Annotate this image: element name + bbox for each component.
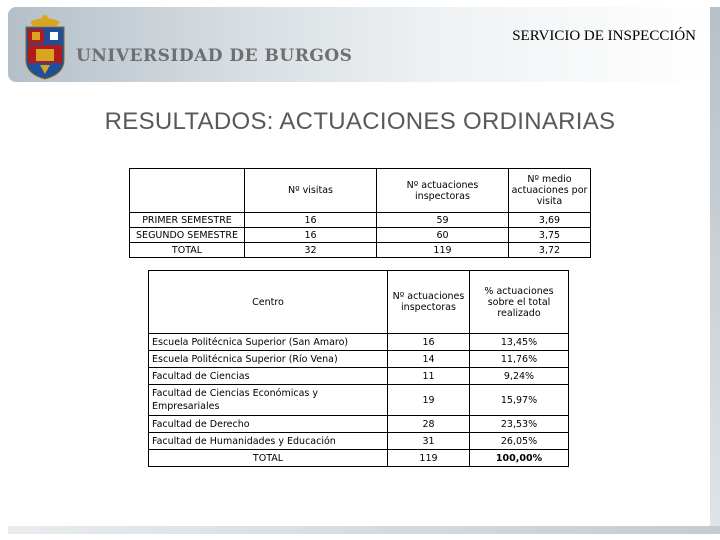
table-row [130,213,591,228]
table-row [130,243,591,258]
table1-cell: 60 [377,228,509,243]
service-name: SERVICIO DE INSPECCIÓN [512,28,696,44]
table-row [149,416,569,433]
table1-cell: 119 [377,243,509,258]
table2-cell: 14 [388,351,470,368]
table1-header-average: Nº medio actuaciones por visita [509,169,591,213]
table-row [149,368,569,385]
table1-cell: SEGUNDO SEMESTRE [130,228,245,243]
table2-cell: Facultad de Humanidades y Educación [149,433,388,450]
table1-cell: 32 [245,243,377,258]
table2-cell: 15,97% [470,385,569,416]
table-row [130,228,591,243]
table2-cell: Facultad de Ciencias [149,368,388,385]
table1-cell: 3,69 [509,213,591,228]
semester-results-table [129,168,591,258]
table1-header-visits: Nº visitas [245,169,377,213]
table2-cell: 23,53% [470,416,569,433]
table2-cell: Escuela Politécnica Superior (San Amaro) [149,334,388,351]
table2-cell: 100,00% [470,450,569,467]
table-row [149,351,569,368]
table2-cell: 31 [388,433,470,450]
table1-cell: 16 [245,228,377,243]
right-decorative-band [710,7,720,533]
table2-cell: 11 [388,368,470,385]
table2-cell: 9,24% [470,368,569,385]
table2-cell: Facultad de Derecho [149,416,388,433]
table-row [149,385,569,416]
table1-header-actions: Nº actuaciones inspectoras [377,169,509,213]
slide-title: RESULTADOS: ACTUACIONES ORDINARIAS [104,108,616,135]
table2-cell: 119 [388,450,470,467]
table2-cell: 16 [388,334,470,351]
table2-cell: Facultad de Ciencias Económicas y Empresariales [149,385,388,416]
table2-cell: 19 [388,385,470,416]
table2-cell: 26,05% [470,433,569,450]
center-results-table [148,270,569,467]
table-row [149,433,569,450]
table2-header-actions: Nº actuaciones inspectoras [388,271,470,334]
university-name: UNIVERSIDAD DE BURGOS [76,46,353,66]
table-row-total [149,450,569,467]
table1-cell: 3,72 [509,243,591,258]
table2-header-row [149,271,569,334]
table1-cell: 3,75 [509,228,591,243]
table2-cell: 11,76% [470,351,569,368]
table-row [149,334,569,351]
table1-cell: 16 [245,213,377,228]
table2-header-percent: % actuaciones sobre el total realizado [470,271,569,334]
table2-cell: 28 [388,416,470,433]
table1-header-row [130,169,591,213]
bottom-decorative-band [8,526,720,534]
university-crest-icon [20,12,70,82]
table1-cell: 59 [377,213,509,228]
table1-cell: PRIMER SEMESTRE [130,213,245,228]
table1-cell: TOTAL [130,243,245,258]
table2-cell: Escuela Politécnica Superior (Río Vena) [149,351,388,368]
table2-cell: 13,45% [470,334,569,351]
table2-header-center: Centro [149,271,388,334]
table1-header-empty [130,169,245,213]
table2-cell: TOTAL [149,450,388,467]
